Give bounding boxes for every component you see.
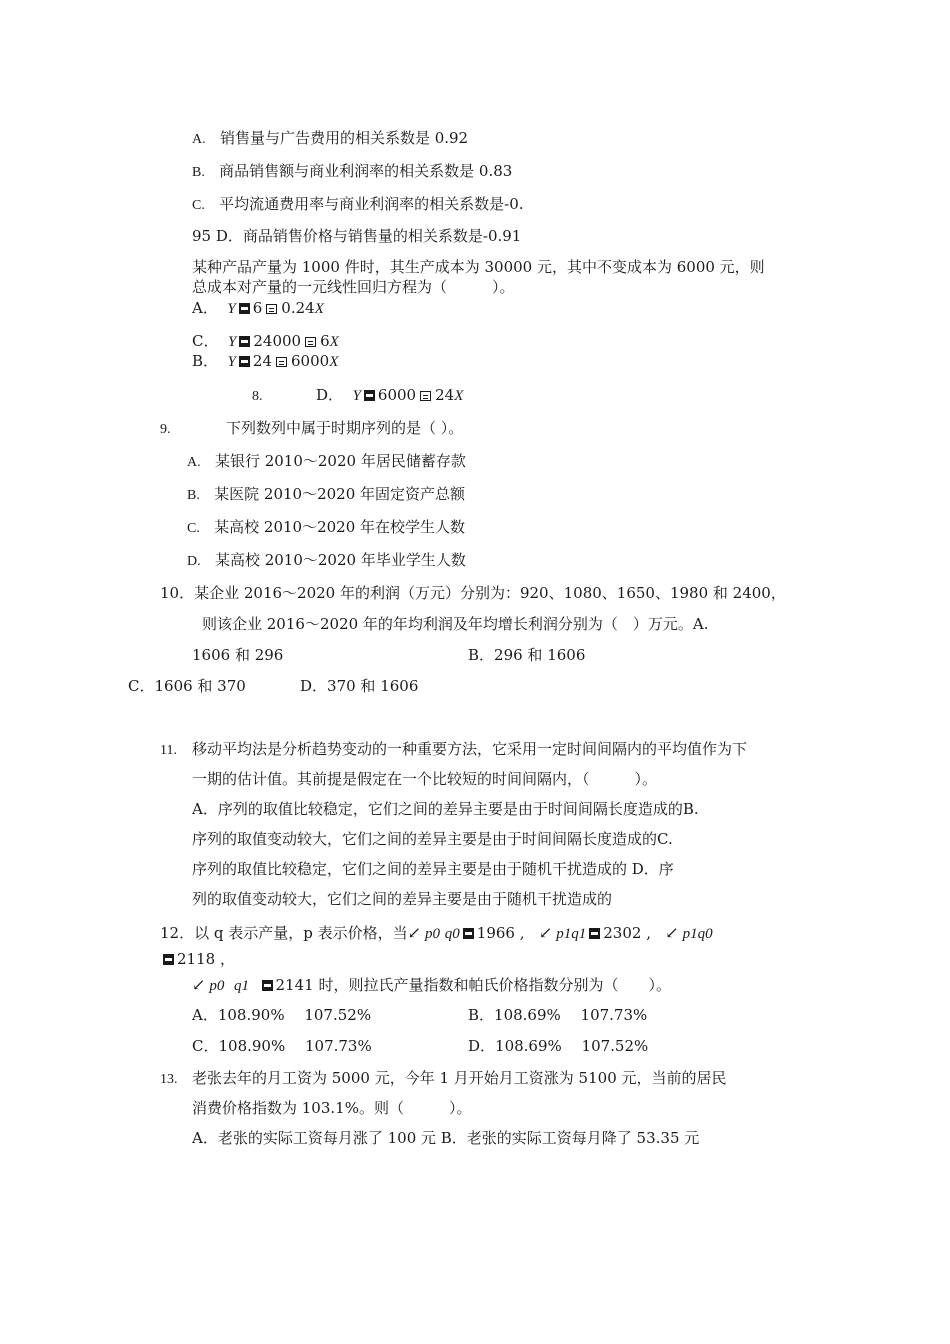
q11-number: 11. [160,743,177,758]
q13-line2: 消费价格指数为 103.1%。则（ ）。 [192,1099,472,1117]
q8-number: 8. [252,389,263,404]
sigma-icon: ↙ [192,975,206,994]
plus-glyph-icon [266,304,277,314]
q7-option-d: 95 D．商品销售价格与销售量的相关系数是-0.91 [192,227,522,245]
equals-glyph-icon [163,954,174,965]
q7-option-c: C. 平均流通费用率与商业利润率的相关系数是-0. [192,195,524,213]
plus-glyph-icon [420,391,431,401]
q13-number: 13. [160,1072,178,1087]
plus-glyph-icon [305,337,316,347]
q8-option-a: A． Y 6 0.24X [192,299,324,317]
q8-option-b: B． Y 24 6000X [192,352,339,370]
q12-line1: 12．以 q 表示产量，p 表示价格，当↙ p0 q0 1966 , ↙ p1q1 2302 , ↙ p1q0 [160,923,713,942]
q9-option-b: B. 某医院 2010～2020 年固定资产总额 [187,485,466,503]
q8-option-c: C． Y 24000 6X [192,332,339,350]
q9-stem: 下列数列中属于时期序列的是（ ）。 [226,419,464,437]
q9-option-a: A. 某银行 2010～2020 年居民储蓄存款 [187,452,466,470]
q8-stem-line1: 某种产品产量为 1000 件时，其生产成本为 30000 元，其中不变成本为 6000 元，则 [192,258,765,276]
equals-glyph-icon [239,356,250,367]
q12-line3: ↙ p0 q1 2141 时，则拉氏产量指数和帕氏价格指数分别为（ ）。 [192,975,671,994]
plus-glyph-icon [276,357,287,367]
q12-option-c: C．108.90% 107.73% [192,1037,372,1055]
equals-glyph-icon [589,928,600,939]
q11-line5: 序列的取值比较稳定，它们之间的差异主要是由于随机干扰造成的 D．序 [192,860,674,878]
q11-line3: A．序列的取值比较稳定，它们之间的差异主要是由于时间间隔长度造成的B. [192,800,699,818]
q7-option-b: B. 商品销售额与商业利润率的相关系数是 0.83 [192,162,513,180]
q9-option-c: C. 某高校 2010～2020 年在校学生人数 [187,518,466,536]
equals-glyph-icon [239,303,250,314]
q8-option-d: D． Y 6000 24X [316,386,464,404]
q7-option-a: A. 销售量与广告费用的相关系数是 0.92 [192,129,469,147]
q10-line2: 则该企业 2016～2020 年的年均利润及年均增长利润分别为（ ）万元。A. [202,615,709,633]
q12-option-a: A．108.90% 107.52% [192,1006,372,1024]
equals-glyph-icon [463,928,474,939]
q13-line3: A．老张的实际工资每月涨了 100 元 B．老张的实际工资每月降了 53.35 元 [192,1129,700,1147]
q11-line4: 序列的取值变动较大，它们之间的差异主要是由于时间间隔长度造成的C. [192,830,673,848]
q10-option-d: D．370 和 1606 [300,677,419,695]
q11-line6: 列的取值变动较大，它们之间的差异主要是由于随机干扰造成的 [192,890,613,908]
q11-line2: 一期的估计值。其前提是假定在一个比较短的时间间隔内，（ ）。 [192,770,658,788]
q12-option-d: D．108.69% 107.52% [468,1037,649,1055]
sigma-icon: ↙ [407,923,422,942]
q8-stem-line2: 总成本对产量的一元线性回归方程为（ ）。 [192,278,515,296]
q10-option-b: B．296 和 1606 [468,646,586,664]
q10-option-c: C．1606 和 370 [128,677,246,695]
sigma-icon: ↙ [665,923,679,942]
q12-option-b: B．108.69% 107.73% [468,1006,648,1024]
q9-number: 9. [160,422,171,437]
equals-glyph-icon [364,390,375,401]
q10-line1: 10．某企业 2016～2020 年的利润（万元）分别为：920、1080、1650、1980 和 2400， [160,584,786,602]
equals-glyph-icon [262,980,273,991]
q11-line1: 移动平均法是分析趋势变动的一种重要方法，它采用一定时间间隔内的平均值作为下 [192,740,748,758]
q12-line2: 2118 ， [160,949,235,969]
q13-line1: 老张去年的月工资为 5000 元，今年 1 月开始月工资涨为 5100 元，当前的居民 [192,1069,727,1087]
q10-option-a: 1606 和 296 [192,646,284,664]
equals-glyph-icon [239,336,250,347]
sigma-icon: ↙ [538,923,553,942]
q9-option-d: D. 某高校 2010～2020 年毕业学生人数 [187,551,466,569]
